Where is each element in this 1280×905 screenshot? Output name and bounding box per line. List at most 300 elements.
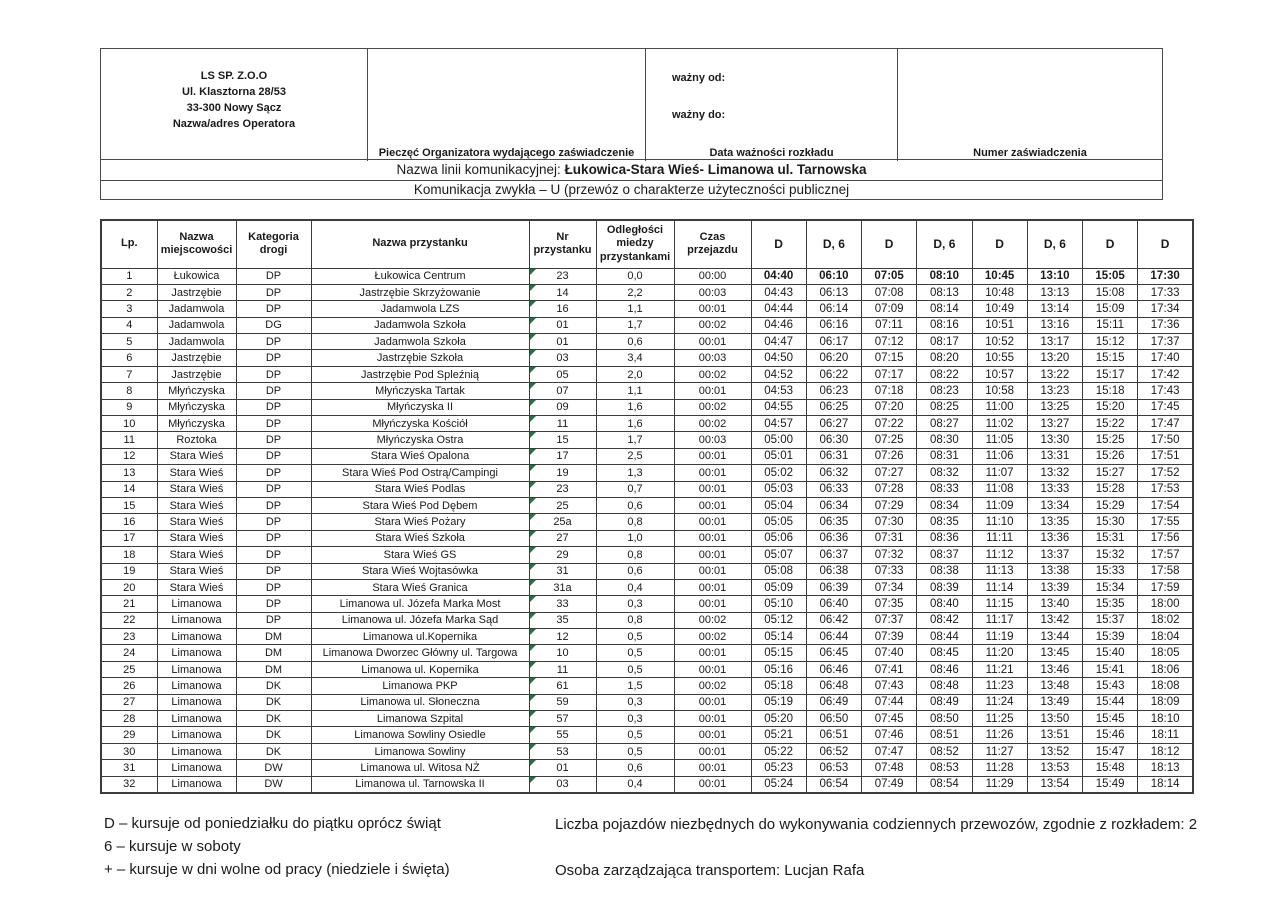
cell-town: Limanowa: [157, 612, 236, 628]
cell-stop-number: 29: [529, 547, 596, 563]
fleet-count-note: Liczba pojazdów niezbędnych do wykonywania codziennych przewozów, zgodnie z rozkładem: 2: [555, 816, 1198, 833]
cell-stop-name: Młyńczyska II: [311, 399, 529, 415]
cell-road-category: DW: [236, 760, 311, 776]
cell-distance: 0,8: [596, 547, 674, 563]
cell-departure-time-0: 05:24: [751, 776, 806, 792]
cell-town: Stara Wieś: [157, 547, 236, 563]
cell-departure-time-1: 06:20: [806, 350, 861, 366]
cell-departure-time-0: 04:53: [751, 383, 806, 399]
cell-lp: 12: [101, 448, 157, 464]
cell-departure-time-7: 17:56: [1138, 530, 1193, 546]
cell-departure-time-3: 08:42: [917, 612, 972, 628]
cell-lp: 28: [101, 711, 157, 727]
cell-distance: 1,1: [596, 301, 674, 317]
cell-departure-time-2: 07:09: [862, 301, 917, 317]
cell-lp: 30: [101, 743, 157, 759]
cell-stop-name: Jastrzębie Szkoła: [311, 350, 529, 366]
cell-departure-time-5: 13:50: [1027, 711, 1082, 727]
cell-town: Młyńczyska: [157, 383, 236, 399]
cell-travel-time: 00:03: [674, 350, 751, 366]
cell-road-category: DP: [236, 366, 311, 382]
cell-departure-time-4: 10:48: [972, 284, 1027, 300]
cell-stop-number: 09: [529, 399, 596, 415]
cell-departure-time-1: 06:17: [806, 334, 861, 350]
cell-departure-time-5: 13:10: [1027, 268, 1082, 284]
cell-departure-time-7: 18:11: [1138, 727, 1193, 743]
cell-lp: 25: [101, 661, 157, 677]
cell-departure-time-7: 18:05: [1138, 645, 1193, 661]
cell-departure-time-4: 11:29: [972, 776, 1027, 792]
communication-type-row: Komunikacja zwykła – U (przewóz o charakterze użyteczności publicznej: [100, 181, 1163, 200]
cell-town: Limanowa: [157, 727, 236, 743]
table-row: [101, 678, 1193, 694]
cell-road-category: DP: [236, 563, 311, 579]
cell-town: Limanowa: [157, 661, 236, 677]
table-row: [101, 661, 1193, 677]
cell-departure-time-0: 04:57: [751, 416, 806, 432]
cell-departure-time-7: 17:36: [1138, 317, 1193, 333]
legend: [104, 816, 450, 885]
cell-distance: 0,0: [596, 268, 674, 284]
cell-stop-number: 19: [529, 465, 596, 481]
cell-departure-time-6: 15:17: [1083, 366, 1138, 382]
line-name: Łukowica-Stara Wieś- Limanowa ul. Tarnowska: [564, 162, 867, 177]
cell-departure-time-6: 15:18: [1083, 383, 1138, 399]
cell-departure-time-4: 10:49: [972, 301, 1027, 317]
cell-departure-time-5: 13:32: [1027, 465, 1082, 481]
cell-departure-time-2: 07:29: [862, 497, 917, 513]
cell-departure-time-6: 15:08: [1083, 284, 1138, 300]
cell-departure-time-3: 08:38: [917, 563, 972, 579]
cell-departure-time-0: 04:40: [751, 268, 806, 284]
cell-departure-time-5: 13:17: [1027, 334, 1082, 350]
cell-lp: 13: [101, 465, 157, 481]
transport-manager-note: Osoba zarządzająca transportem: Lucjan Rafa: [555, 862, 865, 879]
cell-departure-time-7: 18:04: [1138, 629, 1193, 645]
cell-travel-time: 00:01: [674, 563, 751, 579]
cell-road-category: DP: [236, 416, 311, 432]
cell-travel-time: 00:01: [674, 645, 751, 661]
cell-departure-time-0: 05:01: [751, 448, 806, 464]
cell-departure-time-0: 04:52: [751, 366, 806, 382]
cell-stop-name: Limanowa PKP: [311, 678, 529, 694]
cell-distance: 0,8: [596, 514, 674, 530]
cell-stop-name: Młyńczyska Ostra: [311, 432, 529, 448]
cell-departure-time-6: 15:20: [1083, 399, 1138, 415]
cell-departure-time-2: 07:33: [862, 563, 917, 579]
cell-departure-time-0: 04:47: [751, 334, 806, 350]
cell-town: Stara Wieś: [157, 563, 236, 579]
cell-departure-time-5: 13:51: [1027, 727, 1082, 743]
cell-departure-time-7: 17:57: [1138, 547, 1193, 563]
cell-town: Limanowa: [157, 678, 236, 694]
cell-departure-time-3: 08:35: [917, 514, 972, 530]
table-row: [101, 694, 1193, 710]
cell-town: Roztoka: [157, 432, 236, 448]
cell-departure-time-3: 08:17: [917, 334, 972, 350]
cell-stop-number: 01: [529, 317, 596, 333]
cell-road-category: DP: [236, 579, 311, 595]
cell-road-category: DP: [236, 596, 311, 612]
timetable-wrapper: [100, 219, 1194, 794]
cell-departure-time-5: 13:54: [1027, 776, 1082, 792]
cell-departure-time-4: 11:02: [972, 416, 1027, 432]
cell-departure-time-7: 18:09: [1138, 694, 1193, 710]
cell-lp: 10: [101, 416, 157, 432]
cell-lp: 1: [101, 268, 157, 284]
cell-departure-time-6: 15:43: [1083, 678, 1138, 694]
cell-departure-time-6: 15:40: [1083, 645, 1138, 661]
table-row: [101, 448, 1193, 464]
cell-travel-time: 00:02: [674, 366, 751, 382]
cell-departure-time-4: 11:21: [972, 661, 1027, 677]
cell-distance: 0,4: [596, 776, 674, 792]
cell-town: Stara Wieś: [157, 448, 236, 464]
cell-departure-time-3: 08:34: [917, 497, 972, 513]
cell-departure-time-6: 15:47: [1083, 743, 1138, 759]
cell-distance: 0,4: [596, 579, 674, 595]
cell-stop-number: 03: [529, 776, 596, 792]
column-header-5: Odległości miedzy przystankami: [596, 220, 674, 268]
cell-departure-time-5: 13:34: [1027, 497, 1082, 513]
cell-departure-time-3: 08:50: [917, 711, 972, 727]
cell-departure-time-4: 11:26: [972, 727, 1027, 743]
cell-departure-time-4: 11:10: [972, 514, 1027, 530]
cell-departure-time-4: 10:45: [972, 268, 1027, 284]
cell-stop-name: Młyńczyska Tartak: [311, 383, 529, 399]
cell-town: Stara Wieś: [157, 481, 236, 497]
cell-town: Limanowa: [157, 645, 236, 661]
table-row: [101, 416, 1193, 432]
cell-departure-time-1: 06:13: [806, 284, 861, 300]
certificate-number-label: Numer zaświadczenia: [973, 147, 1087, 159]
cell-departure-time-3: 08:10: [917, 268, 972, 284]
column-header-4: Nr przystanku: [529, 220, 596, 268]
cell-departure-time-3: 08:53: [917, 760, 972, 776]
cell-stop-name: Limanowa Szpital: [311, 711, 529, 727]
cell-departure-time-4: 11:12: [972, 547, 1027, 563]
cell-departure-time-6: 15:34: [1083, 579, 1138, 595]
cell-road-category: DP: [236, 530, 311, 546]
cell-stop-name: Stara Wieś Wojtasówka: [311, 563, 529, 579]
cell-travel-time: 00:01: [674, 760, 751, 776]
cell-departure-time-1: 06:31: [806, 448, 861, 464]
cell-departure-time-4: 11:07: [972, 465, 1027, 481]
cell-town: Stara Wieś: [157, 530, 236, 546]
cell-departure-time-6: 15:32: [1083, 547, 1138, 563]
cell-departure-time-4: 10:51: [972, 317, 1027, 333]
cell-departure-time-6: 15:46: [1083, 727, 1138, 743]
cell-lp: 24: [101, 645, 157, 661]
cell-departure-time-7: 18:00: [1138, 596, 1193, 612]
cell-departure-time-1: 06:42: [806, 612, 861, 628]
operator-name: LS SP. Z.O.O: [200, 70, 268, 82]
cell-departure-time-4: 10:55: [972, 350, 1027, 366]
cell-departure-time-4: 11:13: [972, 563, 1027, 579]
certificate-number-cell: [897, 49, 1162, 161]
cell-departure-time-7: 17:42: [1138, 366, 1193, 382]
cell-departure-time-2: 07:25: [862, 432, 917, 448]
cell-departure-time-7: 17:37: [1138, 334, 1193, 350]
cell-travel-time: 00:01: [674, 301, 751, 317]
table-row: [101, 547, 1193, 563]
cell-lp: 26: [101, 678, 157, 694]
cell-departure-time-5: 13:53: [1027, 760, 1082, 776]
cell-departure-time-2: 07:46: [862, 727, 917, 743]
cell-stop-number: 33: [529, 596, 596, 612]
cell-departure-time-2: 07:44: [862, 694, 917, 710]
table-row: [101, 481, 1193, 497]
cell-departure-time-1: 06:38: [806, 563, 861, 579]
cell-stop-number: 59: [529, 694, 596, 710]
cell-town: Jastrzębie: [157, 284, 236, 300]
cell-departure-time-2: 07:17: [862, 366, 917, 382]
cell-departure-time-4: 10:57: [972, 366, 1027, 382]
cell-road-category: DP: [236, 301, 311, 317]
cell-stop-number: 01: [529, 760, 596, 776]
cell-departure-time-7: 17:30: [1138, 268, 1193, 284]
cell-departure-time-5: 13:35: [1027, 514, 1082, 530]
cell-departure-time-6: 15:25: [1083, 432, 1138, 448]
cell-stop-name: Stara Wieś Pożary: [311, 514, 529, 530]
cell-departure-time-1: 06:51: [806, 727, 861, 743]
cell-town: Limanowa: [157, 629, 236, 645]
cell-lp: 18: [101, 547, 157, 563]
cell-departure-time-7: 17:50: [1138, 432, 1193, 448]
cell-departure-time-1: 06:45: [806, 645, 861, 661]
cell-stop-name: Młyńczyska Kościół: [311, 416, 529, 432]
table-row: [101, 711, 1193, 727]
cell-departure-time-5: 13:44: [1027, 629, 1082, 645]
cell-departure-time-1: 06:36: [806, 530, 861, 546]
cell-departure-time-5: 13:40: [1027, 596, 1082, 612]
cell-departure-time-4: 11:15: [972, 596, 1027, 612]
cell-town: Jastrzębie: [157, 350, 236, 366]
cell-departure-time-7: 18:02: [1138, 612, 1193, 628]
cell-departure-time-6: 15:09: [1083, 301, 1138, 317]
cell-departure-time-4: 11:27: [972, 743, 1027, 759]
cell-departure-time-3: 08:32: [917, 465, 972, 481]
line-name-prefix: Nazwa linii komunikacyjnej:: [396, 162, 565, 177]
cell-lp: 32: [101, 776, 157, 792]
cell-town: Limanowa: [157, 760, 236, 776]
cell-departure-time-3: 08:52: [917, 743, 972, 759]
valid-to-label: ważny do:: [672, 109, 726, 121]
cell-road-category: DP: [236, 334, 311, 350]
cell-distance: 0,6: [596, 563, 674, 579]
cell-departure-time-4: 11:25: [972, 711, 1027, 727]
cell-stop-number: 53: [529, 743, 596, 759]
table-row: [101, 465, 1193, 481]
service-column-header-2: D: [862, 220, 917, 268]
table-row: [101, 301, 1193, 317]
cell-departure-time-7: 17:54: [1138, 497, 1193, 513]
cell-road-category: DP: [236, 350, 311, 366]
cell-departure-time-5: 13:48: [1027, 678, 1082, 694]
cell-departure-time-1: 06:27: [806, 416, 861, 432]
cell-stop-number: 01: [529, 334, 596, 350]
cell-lp: 23: [101, 629, 157, 645]
stamp-label: Pieczęć Organizatora wydającego zaświadczenie: [378, 147, 635, 159]
cell-stop-name: Limanowa ul. Tarnowska II: [311, 776, 529, 792]
cell-departure-time-5: 13:27: [1027, 416, 1082, 432]
cell-departure-time-5: 13:49: [1027, 694, 1082, 710]
header-row: [101, 220, 1193, 268]
cell-departure-time-3: 08:16: [917, 317, 972, 333]
cell-road-category: DP: [236, 284, 311, 300]
table-row: [101, 268, 1193, 284]
cell-distance: 1,3: [596, 465, 674, 481]
cell-departure-time-0: 05:16: [751, 661, 806, 677]
cell-stop-name: Stara Wieś Podlas: [311, 481, 529, 497]
cell-town: Jastrzębie: [157, 366, 236, 382]
cell-road-category: DP: [236, 399, 311, 415]
table-row: [101, 399, 1193, 415]
cell-travel-time: 00:01: [674, 383, 751, 399]
cell-departure-time-1: 06:32: [806, 465, 861, 481]
cell-departure-time-4: 11:19: [972, 629, 1027, 645]
operator-address-block: [101, 49, 367, 161]
cell-departure-time-3: 08:33: [917, 481, 972, 497]
line-name-row: [100, 160, 1163, 181]
cell-lp: 16: [101, 514, 157, 530]
cell-departure-time-4: 11:08: [972, 481, 1027, 497]
cell-departure-time-0: 05:21: [751, 727, 806, 743]
cell-travel-time: 00:01: [674, 596, 751, 612]
cell-departure-time-1: 06:50: [806, 711, 861, 727]
cell-departure-time-5: 13:52: [1027, 743, 1082, 759]
cell-road-category: DM: [236, 645, 311, 661]
cell-stop-name: Limanowa ul. Kopernika: [311, 661, 529, 677]
cell-departure-time-6: 15:49: [1083, 776, 1138, 792]
cell-departure-time-7: 17:55: [1138, 514, 1193, 530]
cell-lp: 7: [101, 366, 157, 382]
column-header-3: Nazwa przystanku: [311, 220, 529, 268]
cell-stop-number: 05: [529, 366, 596, 382]
table-row: [101, 350, 1193, 366]
cell-departure-time-6: 15:15: [1083, 350, 1138, 366]
cell-road-category: DK: [236, 694, 311, 710]
cell-lp: 22: [101, 612, 157, 628]
cell-distance: 0,6: [596, 760, 674, 776]
cell-stop-name: Limanowa ul. Józefa Marka Sąd: [311, 612, 529, 628]
cell-departure-time-0: 05:00: [751, 432, 806, 448]
cell-distance: 0,6: [596, 497, 674, 513]
cell-road-category: DP: [236, 383, 311, 399]
cell-road-category: DP: [236, 514, 311, 530]
stamp-cell: [367, 49, 645, 161]
table-row: [101, 284, 1193, 300]
column-header-0: Lp.: [101, 220, 157, 268]
cell-distance: 0,5: [596, 629, 674, 645]
cell-town: Limanowa: [157, 743, 236, 759]
cell-departure-time-0: 05:10: [751, 596, 806, 612]
cell-departure-time-3: 08:48: [917, 678, 972, 694]
cell-departure-time-1: 06:52: [806, 743, 861, 759]
cell-departure-time-3: 08:54: [917, 776, 972, 792]
cell-departure-time-7: 17:52: [1138, 465, 1193, 481]
cell-stop-name: Jadamwola Szkoła: [311, 334, 529, 350]
cell-departure-time-0: 05:23: [751, 760, 806, 776]
cell-stop-number: 35: [529, 612, 596, 628]
cell-lp: 4: [101, 317, 157, 333]
cell-departure-time-7: 17:40: [1138, 350, 1193, 366]
cell-departure-time-0: 04:46: [751, 317, 806, 333]
cell-departure-time-0: 05:14: [751, 629, 806, 645]
cell-departure-time-2: 07:11: [862, 317, 917, 333]
cell-stop-number: 31: [529, 563, 596, 579]
cell-departure-time-6: 15:41: [1083, 661, 1138, 677]
cell-departure-time-2: 07:28: [862, 481, 917, 497]
validity-label: Data ważności rozkładu: [709, 147, 834, 159]
cell-stop-number: 23: [529, 481, 596, 497]
column-header-2: Kategoria drogi: [236, 220, 311, 268]
cell-road-category: DK: [236, 727, 311, 743]
cell-departure-time-4: 11:28: [972, 760, 1027, 776]
cell-departure-time-5: 13:22: [1027, 366, 1082, 382]
cell-departure-time-1: 06:25: [806, 399, 861, 415]
cell-departure-time-2: 07:30: [862, 514, 917, 530]
cell-departure-time-7: 17:33: [1138, 284, 1193, 300]
cell-stop-name: Stara Wieś Granica: [311, 579, 529, 595]
cell-lp: 19: [101, 563, 157, 579]
cell-stop-name: Stara Wieś Pod Dębem: [311, 497, 529, 513]
cell-stop-number: 07: [529, 383, 596, 399]
cell-departure-time-4: 11:17: [972, 612, 1027, 628]
cell-departure-time-1: 06:54: [806, 776, 861, 792]
cell-departure-time-6: 15:33: [1083, 563, 1138, 579]
cell-departure-time-0: 05:02: [751, 465, 806, 481]
service-column-header-3: D, 6: [917, 220, 972, 268]
cell-departure-time-7: 18:13: [1138, 760, 1193, 776]
table-row: [101, 563, 1193, 579]
table-row: [101, 645, 1193, 661]
cell-departure-time-7: 17:34: [1138, 301, 1193, 317]
cell-lp: 11: [101, 432, 157, 448]
cell-departure-time-6: 15:05: [1083, 268, 1138, 284]
cell-town: Jadamwola: [157, 301, 236, 317]
cell-road-category: DP: [236, 497, 311, 513]
column-header-6: Czas przejazdu: [674, 220, 751, 268]
cell-departure-time-0: 05:08: [751, 563, 806, 579]
cell-departure-time-5: 13:14: [1027, 301, 1082, 317]
cell-departure-time-1: 06:16: [806, 317, 861, 333]
cell-travel-time: 00:01: [674, 743, 751, 759]
cell-distance: 0,3: [596, 694, 674, 710]
cell-departure-time-0: 05:19: [751, 694, 806, 710]
cell-town: Limanowa: [157, 776, 236, 792]
cell-departure-time-7: 18:08: [1138, 678, 1193, 694]
cell-departure-time-0: 05:05: [751, 514, 806, 530]
cell-stop-name: Limanowa Sowliny Osiedle: [311, 727, 529, 743]
cell-departure-time-4: 11:05: [972, 432, 1027, 448]
cell-stop-name: Limanowa Dworzec Główny ul. Targowa: [311, 645, 529, 661]
table-row: [101, 776, 1193, 792]
cell-departure-time-2: 07:08: [862, 284, 917, 300]
cell-departure-time-3: 08:36: [917, 530, 972, 546]
table-row: [101, 760, 1193, 776]
cell-departure-time-4: 10:52: [972, 334, 1027, 350]
cell-departure-time-3: 08:31: [917, 448, 972, 464]
operator-caption: Nazwa/adres Operatora: [172, 117, 296, 130]
cell-stop-name: Jastrzębie Skrzyżowanie: [311, 284, 529, 300]
cell-distance: 0,3: [596, 596, 674, 612]
cell-travel-time: 00:00: [674, 268, 751, 284]
valid-from-label: ważny od:: [672, 72, 726, 84]
service-column-header-4: D: [972, 220, 1027, 268]
cell-departure-time-3: 08:20: [917, 350, 972, 366]
cell-stop-name: Stara Wieś Opalona: [311, 448, 529, 464]
